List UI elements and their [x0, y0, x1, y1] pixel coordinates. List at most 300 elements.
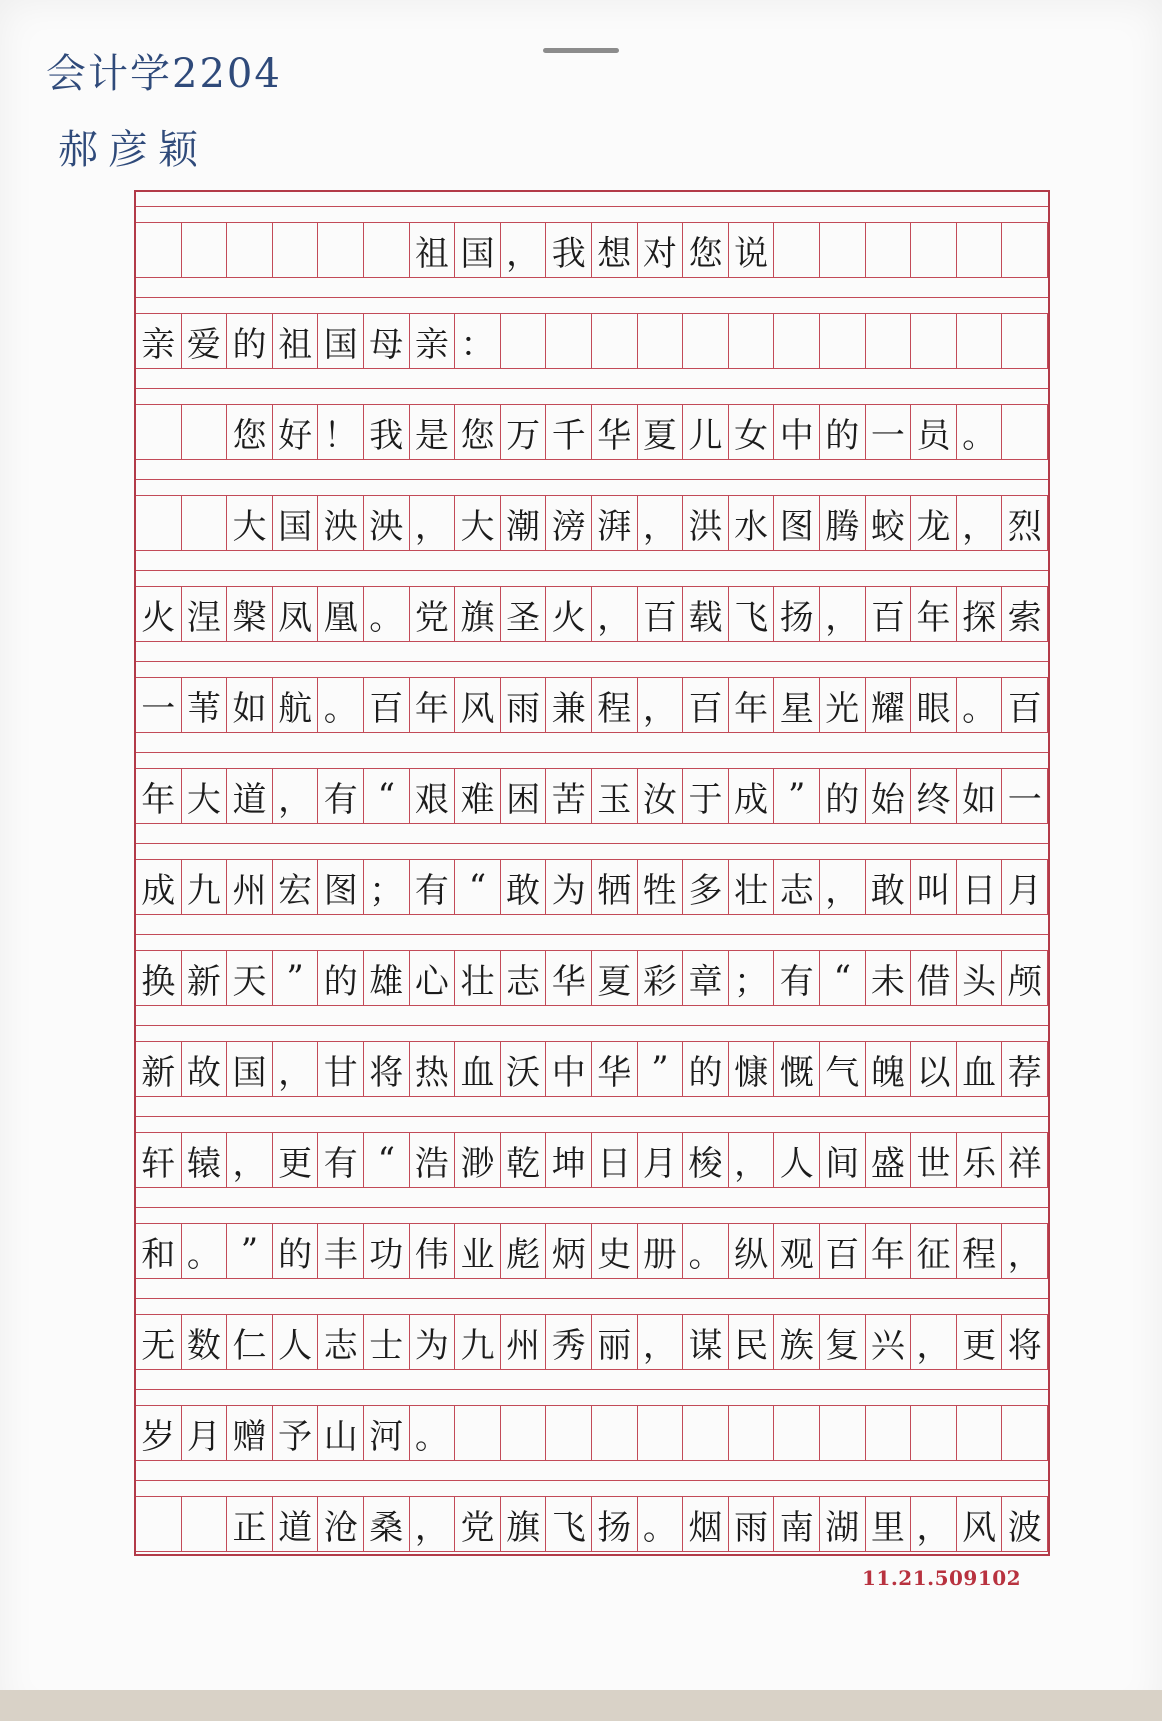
grid-cell: 叫 — [911, 859, 957, 915]
grid-cell: 天 — [227, 950, 273, 1006]
row-guide-line — [136, 479, 1048, 480]
grid-cell: ， — [638, 1314, 684, 1370]
grid-cell: “ — [364, 768, 410, 824]
grid-cell: 道 — [227, 768, 273, 824]
grid-cell: 您 — [227, 404, 273, 460]
grid-cell: 。 — [957, 677, 1003, 733]
grid-cell: ！ — [318, 404, 364, 460]
grid-cell: 以 — [911, 1041, 957, 1097]
grid-cell: 国 — [273, 495, 319, 551]
grid-cell: 党 — [455, 1496, 501, 1552]
grid-cell: 的 — [227, 313, 273, 369]
grid-cell — [957, 222, 1003, 278]
grid-cell — [1002, 1405, 1048, 1461]
grid-cell: 百 — [683, 677, 729, 733]
grid-cell: 辕 — [182, 1132, 228, 1188]
grid-cell: 人 — [774, 1132, 820, 1188]
grid-cell: 征 — [911, 1223, 957, 1279]
grid-cell: 风 — [455, 677, 501, 733]
grid-cell — [911, 222, 957, 278]
grid-cell: 烟 — [683, 1496, 729, 1552]
grid-cell: “ — [364, 1132, 410, 1188]
grid-cell: ； — [729, 950, 775, 1006]
grid-row — [136, 1041, 1048, 1097]
grid-cell: 月 — [1002, 859, 1048, 915]
grid-cell: 于 — [683, 768, 729, 824]
row-guide-line — [136, 1298, 1048, 1299]
grid-cell: 予 — [273, 1405, 319, 1461]
grid-cell: 。 — [182, 1223, 228, 1279]
grid-cell: 血 — [957, 1041, 1003, 1097]
grid-cell: 苇 — [182, 677, 228, 733]
grid-cell — [729, 1405, 775, 1461]
grid-cell: 风 — [957, 1496, 1003, 1552]
grid-row — [136, 495, 1048, 551]
grid-cell: 道 — [273, 1496, 319, 1552]
grid-cell: 壮 — [455, 950, 501, 1006]
grid-cell — [501, 313, 547, 369]
grid-row — [136, 1223, 1048, 1279]
grid-cell — [911, 1405, 957, 1461]
grid-cell: 祥 — [1002, 1132, 1048, 1188]
grid-cell — [820, 222, 866, 278]
grid-cell: ， — [638, 677, 684, 733]
grid-cell: 百 — [866, 586, 912, 642]
grid-cell: 颅 — [1002, 950, 1048, 1006]
author-name: 郝彦颖 — [58, 127, 208, 173]
grid-cell: 想 — [592, 222, 638, 278]
grid-cell: “ — [820, 950, 866, 1006]
grid-cell: 党 — [410, 586, 456, 642]
grid-cell: 祖 — [273, 313, 319, 369]
grid-cell: 一 — [1002, 768, 1048, 824]
grid-cell: ， — [911, 1496, 957, 1552]
grid-cell: 夏 — [638, 404, 684, 460]
grid-cell: 更 — [957, 1314, 1003, 1370]
grid-cell: 正 — [227, 1496, 273, 1552]
row-guide-line — [136, 1116, 1048, 1117]
grid-cell — [1002, 404, 1048, 460]
grid-cell: 浩 — [410, 1132, 456, 1188]
grid-cell — [227, 222, 273, 278]
grid-cell — [455, 1405, 501, 1461]
grid-cell: 州 — [501, 1314, 547, 1370]
grid-cell: 借 — [911, 950, 957, 1006]
grid-cell: 间 — [820, 1132, 866, 1188]
grid-cell: 烈 — [1002, 495, 1048, 551]
grid-cell: 桑 — [364, 1496, 410, 1552]
grid-cell: ， — [410, 495, 456, 551]
grid-cell: 雨 — [501, 677, 547, 733]
grid-cell: 蛟 — [866, 495, 912, 551]
grid-cell — [729, 313, 775, 369]
grid-cell: 有 — [410, 859, 456, 915]
grid-row — [136, 1405, 1048, 1461]
grid-cell: 换 — [136, 950, 182, 1006]
grid-row — [136, 1132, 1048, 1188]
grid-cell: 的 — [820, 768, 866, 824]
grid-cell: 月 — [638, 1132, 684, 1188]
grid-cell: 我 — [364, 404, 410, 460]
grid-cell: 复 — [820, 1314, 866, 1370]
grid-cell — [1002, 313, 1048, 369]
grid-cell: 滂 — [546, 495, 592, 551]
grid-cell — [182, 495, 228, 551]
grid-cell: 民 — [729, 1314, 775, 1370]
grid-cell: 员 — [911, 404, 957, 460]
grid-cell: 程 — [957, 1223, 1003, 1279]
row-guide-line — [136, 1389, 1048, 1390]
grid-cell: 业 — [455, 1223, 501, 1279]
grid-cell: 腾 — [820, 495, 866, 551]
grid-cell: 眼 — [911, 677, 957, 733]
grid-cell: 耀 — [866, 677, 912, 733]
grid-cell: 成 — [729, 768, 775, 824]
grid-cell: 彩 — [638, 950, 684, 1006]
grid-cell: 牺 — [592, 859, 638, 915]
grid-cell: 气 — [820, 1041, 866, 1097]
grid-cell: 大 — [227, 495, 273, 551]
grid-cell: ， — [729, 1132, 775, 1188]
grid-row — [136, 950, 1048, 1006]
serial-number: 11.21.509102 — [862, 1566, 1022, 1590]
grid-cell: 百 — [364, 677, 410, 733]
grid-cell: 和 — [136, 1223, 182, 1279]
grid-cell: 。 — [364, 586, 410, 642]
grid-cell — [638, 313, 684, 369]
grid-cell: 图 — [774, 495, 820, 551]
grid-cell: 洪 — [683, 495, 729, 551]
grid-cell: 年 — [410, 677, 456, 733]
grid-cell — [866, 313, 912, 369]
grid-cell — [957, 313, 1003, 369]
grid-cell: 九 — [182, 859, 228, 915]
grid-cell: ， — [911, 1314, 957, 1370]
grid-cell: 坤 — [546, 1132, 592, 1188]
grid-cell: ， — [410, 1496, 456, 1552]
grid-cell: 一 — [136, 677, 182, 733]
grid-cell: 无 — [136, 1314, 182, 1370]
grid-cell: 盛 — [866, 1132, 912, 1188]
grid-cell — [1002, 222, 1048, 278]
grid-cell: 载 — [683, 586, 729, 642]
row-guide-line — [136, 752, 1048, 753]
grid-cell: 册 — [638, 1223, 684, 1279]
grid-cell: 为 — [546, 859, 592, 915]
grid-cell: 图 — [318, 859, 364, 915]
grid-cell: 。 — [957, 404, 1003, 460]
grid-cell — [866, 222, 912, 278]
grid-cell: 谋 — [683, 1314, 729, 1370]
grid-cell: 丽 — [592, 1314, 638, 1370]
grid-row — [136, 677, 1048, 733]
grid-cell: 雨 — [729, 1496, 775, 1552]
grid-cell: 汝 — [638, 768, 684, 824]
grid-cell: 中 — [774, 404, 820, 460]
grid-cell: 您 — [455, 404, 501, 460]
grid-cell: 壮 — [729, 859, 775, 915]
grid-cell — [182, 404, 228, 460]
grid-cell: 世 — [911, 1132, 957, 1188]
grid-cell — [182, 1496, 228, 1552]
grid-cell: 志 — [318, 1314, 364, 1370]
grid-cell: 潮 — [501, 495, 547, 551]
row-guide-line — [136, 661, 1048, 662]
grid-cell: 玉 — [592, 768, 638, 824]
row-guide-line — [136, 843, 1048, 844]
grid-cell: 功 — [364, 1223, 410, 1279]
grid-cell: 南 — [774, 1496, 820, 1552]
grid-cell: 的 — [683, 1041, 729, 1097]
grid-cell: 故 — [182, 1041, 228, 1097]
grid-cell: 乾 — [501, 1132, 547, 1188]
grid-cell: 九 — [455, 1314, 501, 1370]
grid-cell: 头 — [957, 950, 1003, 1006]
grid-cell: 艰 — [410, 768, 456, 824]
grid-cell: 热 — [410, 1041, 456, 1097]
grid-cell: 祖 — [410, 222, 456, 278]
grid-cell: 日 — [592, 1132, 638, 1188]
grid-cell — [774, 1405, 820, 1461]
grid-cell: 月 — [182, 1405, 228, 1461]
grid-cell: 宏 — [273, 859, 319, 915]
grid-cell: ， — [820, 586, 866, 642]
grid-cell — [136, 1496, 182, 1552]
grid-cell: 亲 — [410, 313, 456, 369]
grid-cell: 魄 — [866, 1041, 912, 1097]
grid-cell: 为 — [410, 1314, 456, 1370]
grid-cell: 观 — [774, 1223, 820, 1279]
grid-cell: ， — [592, 586, 638, 642]
grid-cell: 志 — [774, 859, 820, 915]
grid-cell: 新 — [136, 1041, 182, 1097]
grid-cell: 年 — [866, 1223, 912, 1279]
grid-cell — [820, 1405, 866, 1461]
grid-cell: 纵 — [729, 1223, 775, 1279]
grid-cell: 敢 — [501, 859, 547, 915]
grid-cell: ， — [957, 495, 1003, 551]
grid-cell: 飞 — [546, 1496, 592, 1552]
grid-row — [136, 768, 1048, 824]
grid-cell: 旗 — [455, 586, 501, 642]
grid-cell: 千 — [546, 404, 592, 460]
grid-cell: 志 — [501, 950, 547, 1006]
grid-cell — [683, 1405, 729, 1461]
grid-cell: 凰 — [318, 586, 364, 642]
grid-cell: 是 — [410, 404, 456, 460]
grid-cell: 程 — [592, 677, 638, 733]
grid-cell: 沃 — [501, 1041, 547, 1097]
grid-cell: 。 — [683, 1223, 729, 1279]
grid-row — [136, 222, 1048, 278]
grid-cell: 对 — [638, 222, 684, 278]
grid-cell: 慨 — [774, 1041, 820, 1097]
grid-cell — [273, 222, 319, 278]
grid-cell: 大 — [182, 768, 228, 824]
row-guide-line — [136, 388, 1048, 389]
grid-cell: 泱 — [318, 495, 364, 551]
grid-cell: 国 — [455, 222, 501, 278]
grid-row — [136, 313, 1048, 369]
grid-row — [136, 1314, 1048, 1370]
grid-cell — [774, 222, 820, 278]
row-guide-line — [136, 570, 1048, 571]
grid-cell: ， — [227, 1132, 273, 1188]
grid-cell: 史 — [592, 1223, 638, 1279]
grid-cell: 新 — [182, 950, 228, 1006]
grid-cell: 的 — [273, 1223, 319, 1279]
grid-cell: ， — [273, 768, 319, 824]
grid-cell: ” — [638, 1041, 684, 1097]
grid-cell: 您 — [683, 222, 729, 278]
grid-cell — [364, 222, 410, 278]
grid-cell: 我 — [546, 222, 592, 278]
grid-cell: 说 — [729, 222, 775, 278]
grid-cell: 。 — [638, 1496, 684, 1552]
grid-cell: 甘 — [318, 1041, 364, 1097]
grid-cell — [546, 313, 592, 369]
grid-cell: 始 — [866, 768, 912, 824]
grid-cell — [136, 222, 182, 278]
grid-row — [136, 404, 1048, 460]
grid-cell — [592, 1405, 638, 1461]
grid-row — [136, 586, 1048, 642]
grid-cell: 将 — [1002, 1314, 1048, 1370]
grid-cell: 兴 — [866, 1314, 912, 1370]
top-dash-mark — [543, 48, 619, 53]
grid-cell — [957, 1405, 1003, 1461]
grid-cell: ， — [273, 1041, 319, 1097]
grid-cell: 有 — [774, 950, 820, 1006]
row-guide-line — [136, 1480, 1048, 1481]
grid-cell: 士 — [364, 1314, 410, 1370]
grid-cell: 乐 — [957, 1132, 1003, 1188]
grid-cell: 里 — [866, 1496, 912, 1552]
grid-cell: 湖 — [820, 1496, 866, 1552]
grid-cell: 涅 — [182, 586, 228, 642]
grid-cell: 火 — [136, 586, 182, 642]
grid-cell: 牲 — [638, 859, 684, 915]
grid-cell: 未 — [866, 950, 912, 1006]
grid-cell: 终 — [911, 768, 957, 824]
grid-cell: 星 — [774, 677, 820, 733]
grid-cell: 梭 — [683, 1132, 729, 1188]
grid-row — [136, 859, 1048, 915]
grid-cell: 岁 — [136, 1405, 182, 1461]
grid-cell: 航 — [273, 677, 319, 733]
grid-cell: 水 — [729, 495, 775, 551]
grid-cell: 华 — [546, 950, 592, 1006]
grid-cell: 轩 — [136, 1132, 182, 1188]
grid-cell: 旗 — [501, 1496, 547, 1552]
grid-cell: 火 — [546, 586, 592, 642]
grid-cell — [182, 222, 228, 278]
grid-cell: 扬 — [774, 586, 820, 642]
grid-cell: 困 — [501, 768, 547, 824]
grid-cell: ” — [774, 768, 820, 824]
grid-cell: 。 — [318, 677, 364, 733]
grid-cell: 泱 — [364, 495, 410, 551]
grid-cell: 飞 — [729, 586, 775, 642]
grid-cell: 好 — [273, 404, 319, 460]
grid-row — [136, 1496, 1048, 1552]
grid-cell: ： — [455, 313, 501, 369]
grid-cell: 扬 — [592, 1496, 638, 1552]
grid-cell: 章 — [683, 950, 729, 1006]
grid-cell — [546, 1405, 592, 1461]
grid-cell: 敢 — [866, 859, 912, 915]
grid-cell: 国 — [318, 313, 364, 369]
grid-cell: 夏 — [592, 950, 638, 1006]
grid-cell: 爱 — [182, 313, 228, 369]
grid-cell: ， — [1002, 1223, 1048, 1279]
grid-cell: 更 — [273, 1132, 319, 1188]
grid-cell: 探 — [957, 586, 1003, 642]
grid-cell: 彪 — [501, 1223, 547, 1279]
grid-cell: 的 — [318, 950, 364, 1006]
row-guide-line — [136, 1207, 1048, 1208]
grid-cell: 圣 — [501, 586, 547, 642]
grid-cell: 母 — [364, 313, 410, 369]
row-guide-line — [136, 934, 1048, 935]
grid-cell: 慷 — [729, 1041, 775, 1097]
grid-cell: “ — [455, 859, 501, 915]
grid-cell: 中 — [546, 1041, 592, 1097]
grid-cell: 。 — [410, 1405, 456, 1461]
grid-cell: ， — [638, 495, 684, 551]
grid-cell: 渺 — [455, 1132, 501, 1188]
grid-cell: 血 — [455, 1041, 501, 1097]
grid-cell: ” — [227, 1223, 273, 1279]
grid-cell — [774, 313, 820, 369]
grid-cell: 荐 — [1002, 1041, 1048, 1097]
grid-cell: 一 — [866, 404, 912, 460]
grid-cell: 年 — [136, 768, 182, 824]
row-guide-line — [136, 1025, 1048, 1026]
grid-cell: ； — [364, 859, 410, 915]
grid-cell: 百 — [1002, 677, 1048, 733]
grid-cell: 的 — [820, 404, 866, 460]
background-strip — [0, 1690, 1162, 1721]
grid-cell: 亲 — [136, 313, 182, 369]
grid-cell — [318, 222, 364, 278]
grid-cell: 有 — [318, 1132, 364, 1188]
grid-cell — [638, 1405, 684, 1461]
grid-cell: 心 — [410, 950, 456, 1006]
grid-cell — [136, 495, 182, 551]
grid-cell — [866, 1405, 912, 1461]
grid-cell: 将 — [364, 1041, 410, 1097]
grid-cell: 有 — [318, 768, 364, 824]
grid-cell: 炳 — [546, 1223, 592, 1279]
grid-cell: ” — [273, 950, 319, 1006]
grid-cell — [136, 404, 182, 460]
grid-cell: 丰 — [318, 1223, 364, 1279]
class-note: 会计学2204 — [46, 51, 282, 97]
grid-cell: 赠 — [227, 1405, 273, 1461]
grid-cell: 波 — [1002, 1496, 1048, 1552]
grid-cell: 兼 — [546, 677, 592, 733]
row-guide-line — [136, 297, 1048, 298]
grid-cell: 数 — [182, 1314, 228, 1370]
grid-cell: 秀 — [546, 1314, 592, 1370]
grid-cell: 年 — [911, 586, 957, 642]
grid-cell: 雄 — [364, 950, 410, 1006]
grid-cell: 女 — [729, 404, 775, 460]
grid-cell: 苦 — [546, 768, 592, 824]
grid-cell: 河 — [364, 1405, 410, 1461]
grid-cell: 华 — [592, 404, 638, 460]
